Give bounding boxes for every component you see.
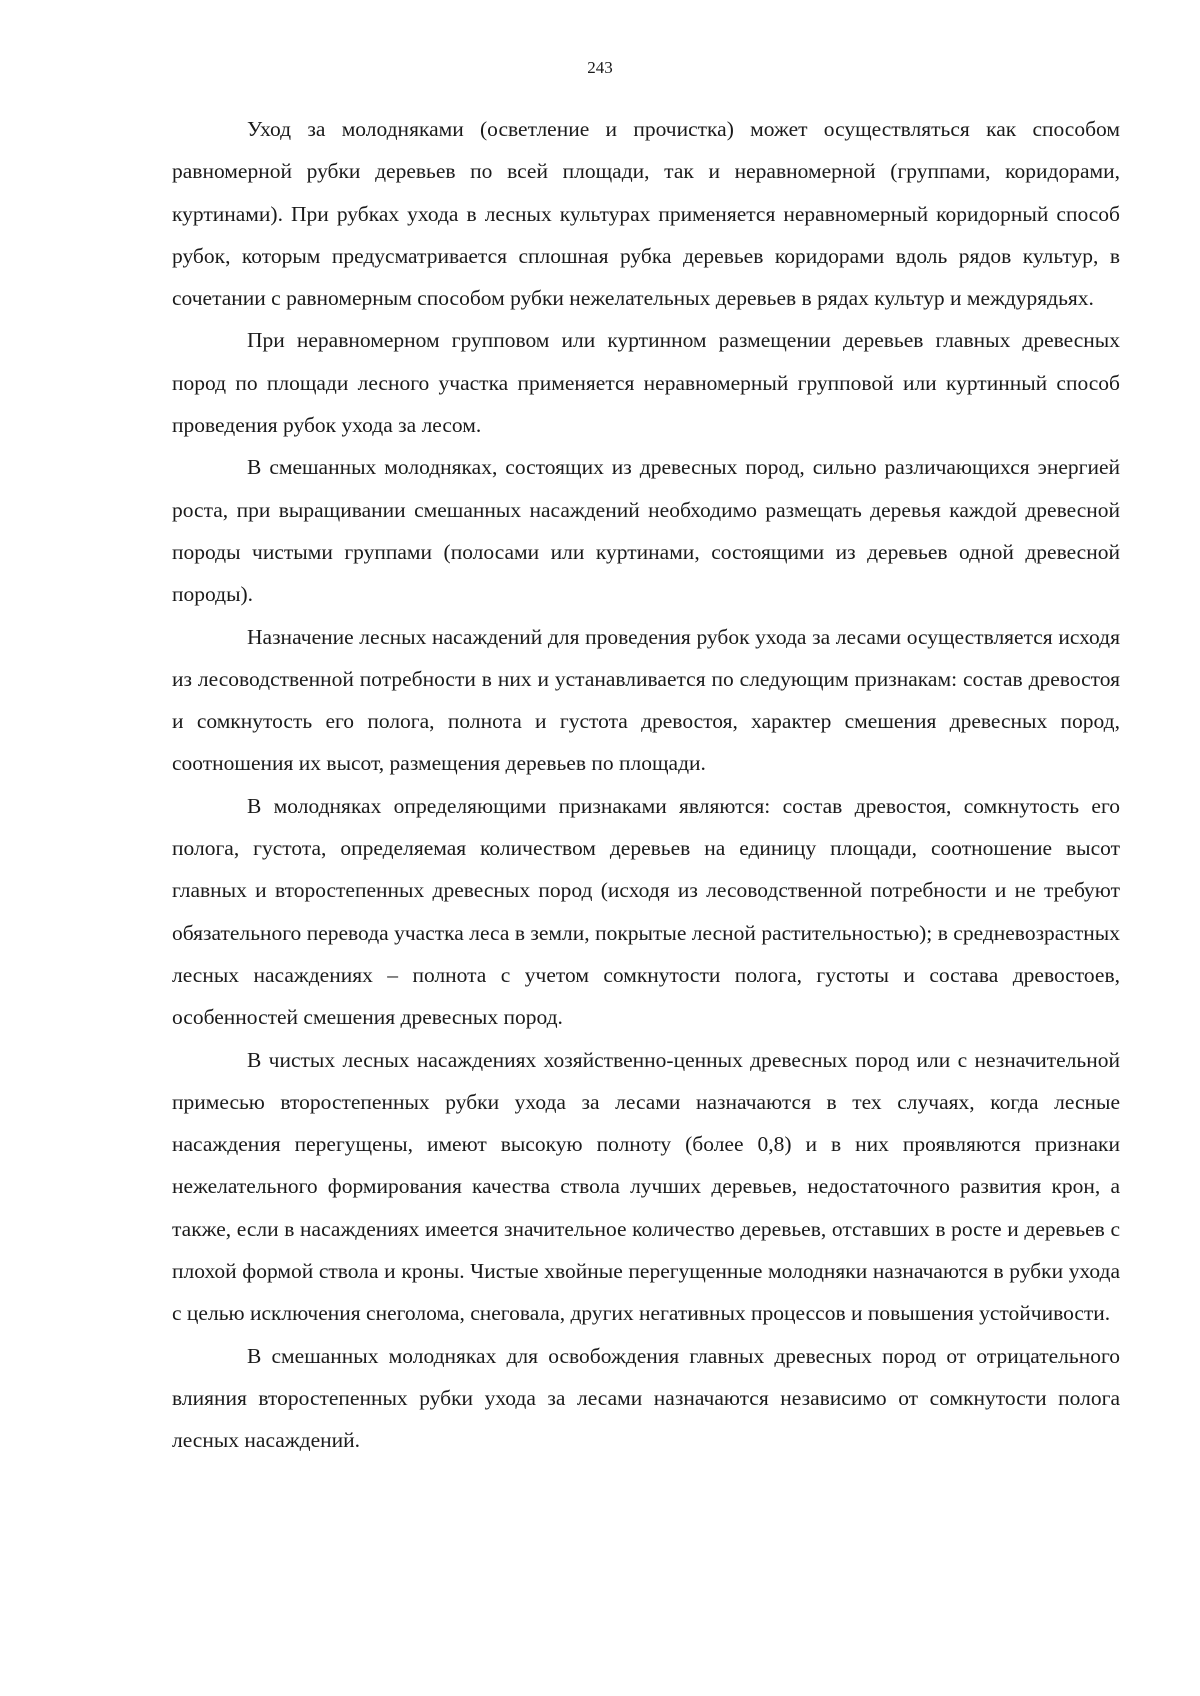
page-body: [172, 108, 1120, 1462]
paragraph: В смешанных молодняках для освобождения главных древесных пород от отрицательного влияния второстепенных рубки ухода за лесами назначаются независимо от сомкнутости полога лесных насаждений.: [172, 1343, 1120, 1453]
paragraph: Назначение лесных насаждений для проведения рубок ухода за лесами осуществляется исходя из лесоводственной потребности в них и устанавливается по следующим признакам: состав древостоя и сомкнутость его полога, полнота и густота древостоя, характер смешения древесных пород, соотношения их высот, размещения деревьев по площади.: [172, 624, 1120, 776]
paragraph: В смешанных молодняках, состоящих из древесных пород, сильно различающихся энергией роста, при выращивании смешанных насаждений необходимо размещать деревья каждой древесной породы чистыми группами (полосами или куртинами, состоящими из деревьев одной древесной породы).: [172, 455, 1120, 607]
paragraph: В молодняках определяющими признаками являются: состав древостоя, сомкнутость его полога, густота, определяемая количеством деревьев на единицу площади, соотношение высот главных и второстепенных древесных пород (исходя из лесоводственной потребности и не требуют обязательного перевода участка леса в земли, покрытые лесной растительностью); в средневозрастных лесных насаждениях – полнота с учетом сомкнутости полога, густоты и состава древостоев, особенностей смешения древесных пород.: [172, 793, 1120, 1030]
paragraph: При неравномерном групповом или куртинном размещении деревьев главных древесных пород по площади лесного участка применяется неравномерный групповой или куртинный способ проведения рубок ухода за лесом.: [172, 328, 1120, 438]
paragraph: В чистых лесных насаждениях хозяйственно-ценных древесных пород или с незначительной примесью второстепенных рубки ухода за лесами назначаются в тех случаях, когда лесные насаждения перегущены, имеют высокую полноту (более 0,8) и в них проявляются признаки нежелательного формирования качества ствола лучших деревьев, недостаточного развития крон, а также, если в насаждениях имеется значительное количество деревьев, отставших в росте и деревьев с плохой формой ствола и кроны. Чистые хвойные перегущенные молодняки назначаются в рубки ухода с целью исключения снеголома, снеговала, других негативных процессов и повышения устойчивости.: [172, 1047, 1120, 1326]
page-number: 243: [587, 58, 613, 77]
paragraph: Уход за молодняками (осветление и прочистка) может осуществляться как способом равномерной рубки деревьев по всей площади, так и неравномерной (группами, коридорами, куртинами). При рубках ухода в лесных культурах применяется неравномерный коридорный способ рубок, которым предусматривается сплошная рубка деревьев коридорами вдоль рядов культур, в сочетании с равномерным способом рубки нежелательных деревьев в рядах культур и междурядьях.: [172, 117, 1120, 311]
